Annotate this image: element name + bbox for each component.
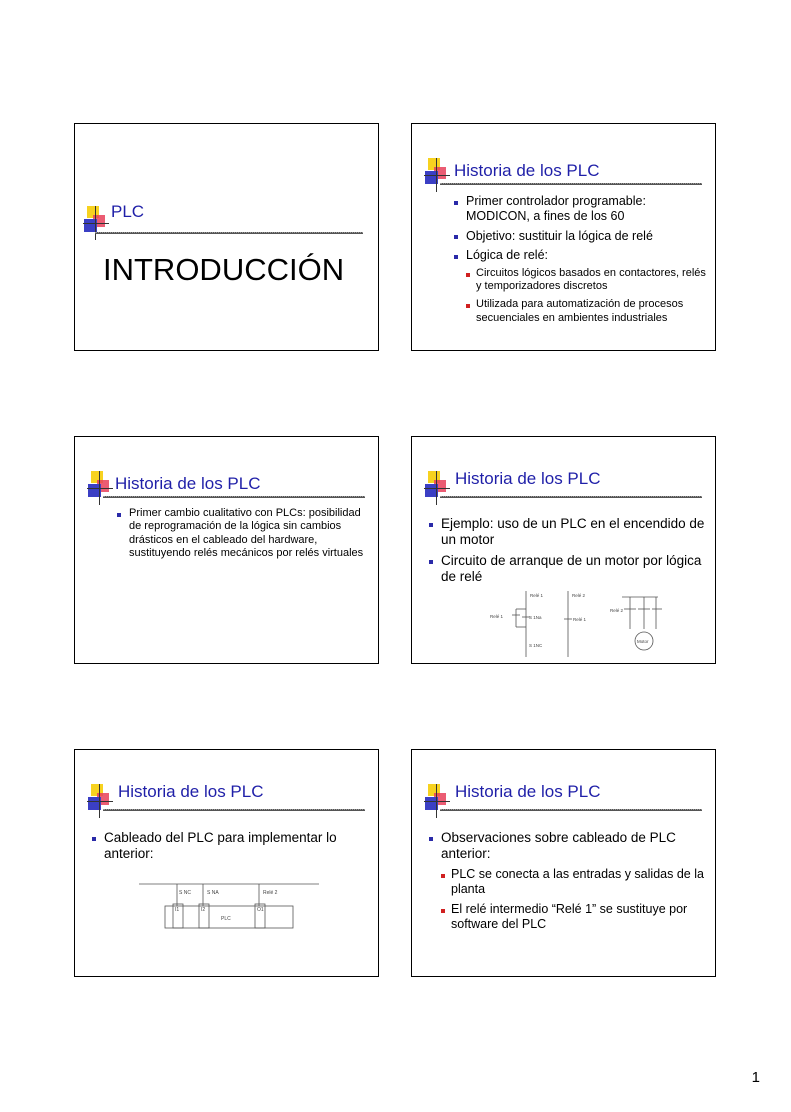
bullet-list bbox=[429, 516, 711, 590]
label-sna: S NA bbox=[207, 890, 219, 896]
slide-1 bbox=[74, 123, 379, 351]
slide-decoration bbox=[424, 784, 450, 818]
sub-bullet-list bbox=[466, 267, 706, 325]
bullet-item: Primer controlador programable: MODICON, a fines de los 60 bbox=[454, 194, 706, 225]
label-i1: I1 bbox=[175, 907, 180, 913]
slide-decoration bbox=[87, 471, 113, 505]
title-rule bbox=[440, 496, 702, 498]
bullet-item: Objetivo: sustituir la lógica de relé bbox=[454, 229, 706, 244]
label-s1nc: S 1NC bbox=[529, 643, 543, 648]
sub-bullet-item: Utilizada para automatización de procesos secuenciales en ambientes industriales bbox=[466, 298, 706, 324]
title-rule bbox=[440, 809, 702, 811]
slide-big-title: INTRODUCCIÓN bbox=[103, 252, 345, 287]
label-rele1-right: Relé 1 bbox=[573, 617, 587, 622]
slide-title: Historia de los PLC bbox=[455, 469, 601, 488]
page-number: 1 bbox=[751, 1069, 760, 1086]
bullet-item: Primer cambio cualitativo con PLCs: posibilidad de reprogramación de la lógica sin cambios drásticos en el cableado del hardware, sustituyendo relés mecánicos por relés virtuales bbox=[117, 507, 369, 561]
bullet-text: Lógica de relé: bbox=[466, 247, 549, 262]
slide-6 bbox=[411, 749, 716, 977]
label-rele1-top: Relé 1 bbox=[530, 593, 544, 598]
sub-bullet-list bbox=[441, 867, 711, 932]
slide-decoration bbox=[83, 206, 109, 240]
bullet-list bbox=[92, 830, 374, 867]
label-rele2: Relé 2 bbox=[263, 890, 278, 896]
bullet-text: Observaciones sobre cableado de PLC anterior: bbox=[441, 830, 676, 862]
slide-decoration bbox=[424, 158, 450, 192]
bullet-list bbox=[454, 194, 706, 330]
bullet-item: Circuito de arranque de un motor por lógica de relé bbox=[429, 553, 711, 586]
label-snc: S NC bbox=[179, 890, 191, 896]
plc-wiring-diagram bbox=[135, 878, 325, 934]
sub-bullet-item: PLC se conecta a las entradas y salidas de la planta bbox=[441, 867, 711, 897]
title-rule bbox=[103, 496, 365, 498]
slide-5 bbox=[74, 749, 379, 977]
slide-4 bbox=[411, 436, 716, 664]
sub-bullet-item: El relé intermedio “Relé 1” se sustituye por software del PLC bbox=[441, 902, 711, 932]
relay-circuit-diagram bbox=[482, 589, 682, 659]
slide-decoration bbox=[424, 471, 450, 505]
slide-title: Historia de los PLC bbox=[115, 474, 261, 493]
slide-decoration bbox=[87, 784, 113, 818]
label-s1na: S 1Na bbox=[529, 615, 542, 620]
sub-bullet-item: Circuitos lógicos basados en contactores, relés y temporizadores discretos bbox=[466, 267, 706, 293]
label-rele1-left: Relé 1 bbox=[490, 614, 504, 619]
bullet-list bbox=[429, 830, 711, 937]
slide-title: PLC bbox=[111, 202, 145, 221]
bullet-list bbox=[117, 507, 369, 565]
bullet-item bbox=[454, 248, 706, 325]
title-rule bbox=[103, 809, 365, 811]
bullet-item bbox=[429, 830, 711, 932]
label-i2: I2 bbox=[201, 907, 206, 913]
slide-2 bbox=[411, 123, 716, 351]
label-o1: O1 bbox=[257, 907, 264, 913]
label-motor: Motor bbox=[637, 639, 649, 644]
bullet-item: Cableado del PLC para implementar lo anterior: bbox=[92, 830, 374, 863]
slide-title: Historia de los PLC bbox=[455, 782, 601, 801]
title-rule bbox=[440, 183, 702, 185]
bullet-item: Ejemplo: uso de un PLC en el encendido de un motor bbox=[429, 516, 711, 549]
label-rele2-top: Relé 2 bbox=[572, 593, 586, 598]
title-rule bbox=[95, 232, 363, 234]
slide-title: Historia de los PLC bbox=[118, 782, 264, 801]
label-rele2: Relé 2 bbox=[610, 608, 624, 613]
label-plc: PLC bbox=[221, 916, 231, 922]
slide-title: Historia de los PLC bbox=[454, 161, 600, 180]
slide-3 bbox=[74, 436, 379, 664]
